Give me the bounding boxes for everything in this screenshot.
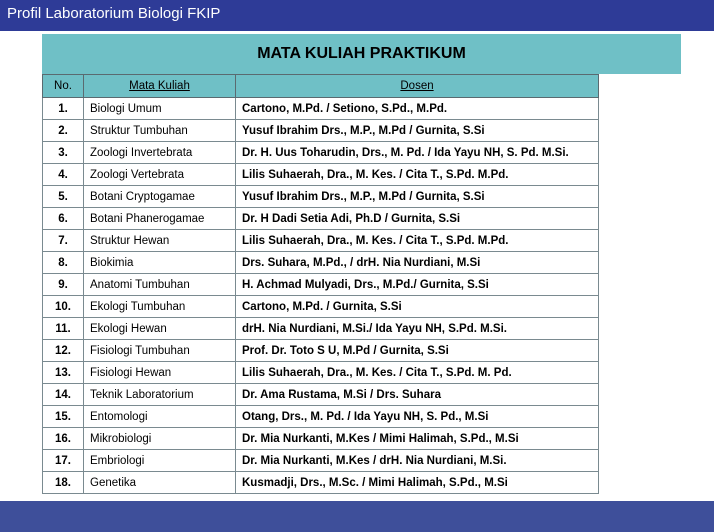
course-name: Fisiologi Hewan <box>84 362 236 384</box>
lecturer-name: drH. Nia Nurdiani, M.Si./ Ida Yayu NH, S.Pd. M.Si. <box>236 318 599 340</box>
row-number: 12. <box>43 340 84 362</box>
course-name: Biologi Umum <box>84 98 236 120</box>
lecturer-name: Drs. Suhara, M.Pd., / drH. Nia Nurdiani, M.Si <box>236 252 599 274</box>
table-row <box>43 472 599 494</box>
row-number: 11. <box>43 318 84 340</box>
course-name: Fisiologi Tumbuhan <box>84 340 236 362</box>
row-number: 13. <box>43 362 84 384</box>
row-number: 18. <box>43 472 84 494</box>
table-row <box>43 362 599 384</box>
course-name: Teknik Laboratorium <box>84 384 236 406</box>
course-name: Entomologi <box>84 406 236 428</box>
header-lecturer: Dosen <box>236 75 599 98</box>
lecturer-name: Lilis Suhaerah, Dra., M. Kes. / Cita T., S.Pd. M.Pd. <box>236 230 599 252</box>
course-name: Zoologi Invertebrata <box>84 142 236 164</box>
row-number: 1. <box>43 98 84 120</box>
lecturer-name: Dr. Mia Nurkanti, M.Kes / Mimi Halimah, S.Pd., M.Si <box>236 428 599 450</box>
window-title: Profil Laboratorium Biologi FKIP <box>7 5 221 22</box>
course-name: Botani Phanerogamae <box>84 208 236 230</box>
lecturer-name: Dr. H. Uus Toharudin, Drs., M. Pd. / Ida Yayu NH, S. Pd. M.Si. <box>236 142 599 164</box>
course-name: Mikrobiologi <box>84 428 236 450</box>
table-row <box>43 428 599 450</box>
header-course: Mata Kuliah <box>84 75 236 98</box>
row-number: 14. <box>43 384 84 406</box>
course-name: Struktur Hewan <box>84 230 236 252</box>
lecturer-name: Dr. H Dadi Setia Adi, Ph.D / Gurnita, S.Si <box>236 208 599 230</box>
course-name: Struktur Tumbuhan <box>84 120 236 142</box>
row-number: 3. <box>43 142 84 164</box>
row-number: 16. <box>43 428 84 450</box>
row-number: 4. <box>43 164 84 186</box>
lecturer-name: Cartono, M.Pd. / Gurnita, S.Si <box>236 296 599 318</box>
course-name: Genetika <box>84 472 236 494</box>
lecturer-name: Kusmadji, Drs., M.Sc. / Mimi Halimah, S.Pd., M.Si <box>236 472 599 494</box>
row-number: 7. <box>43 230 84 252</box>
course-table <box>42 74 599 494</box>
course-name: Ekologi Tumbuhan <box>84 296 236 318</box>
row-number: 15. <box>43 406 84 428</box>
table-row <box>43 384 599 406</box>
lecturer-name: Otang, Drs., M. Pd. / Ida Yayu NH, S. Pd., M.Si <box>236 406 599 428</box>
lecturer-name: Dr. Ama Rustama, M.Si / Drs. Suhara <box>236 384 599 406</box>
table-row <box>43 252 599 274</box>
table-header-row <box>43 75 599 98</box>
course-name: Biokimia <box>84 252 236 274</box>
row-number: 2. <box>43 120 84 142</box>
course-name: Ekologi Hewan <box>84 318 236 340</box>
table-row <box>43 164 599 186</box>
table-row <box>43 142 599 164</box>
lecturer-name: Yusuf Ibrahim Drs., M.P., M.Pd / Gurnita, S.Si <box>236 186 599 208</box>
footer-bar <box>0 501 714 532</box>
course-name: Anatomi Tumbuhan <box>84 274 236 296</box>
row-number: 8. <box>43 252 84 274</box>
table-title: MATA KULIAH PRAKTIKUM <box>42 34 681 74</box>
lecturer-name: Dr. Mia Nurkanti, M.Kes / drH. Nia Nurdiani, M.Si. <box>236 450 599 472</box>
row-number: 5. <box>43 186 84 208</box>
table-row <box>43 208 599 230</box>
table-body <box>43 98 599 494</box>
lecturer-name: Lilis Suhaerah, Dra., M. Kes. / Cita T., S.Pd. M. Pd. <box>236 362 599 384</box>
row-number: 9. <box>43 274 84 296</box>
lecturer-name: H. Achmad Mulyadi, Drs., M.Pd./ Gurnita, S.Si <box>236 274 599 296</box>
table-row <box>43 340 599 362</box>
lecturer-name: Yusuf Ibrahim Drs., M.P., M.Pd / Gurnita, S.Si <box>236 120 599 142</box>
table-row <box>43 274 599 296</box>
header-no: No. <box>43 75 84 98</box>
lecturer-name: Prof. Dr. Toto S U, M.Pd / Gurnita, S.Si <box>236 340 599 362</box>
row-number: 10. <box>43 296 84 318</box>
row-number: 17. <box>43 450 84 472</box>
course-name: Embriologi <box>84 450 236 472</box>
table-row <box>43 296 599 318</box>
course-name: Botani Cryptogamae <box>84 186 236 208</box>
lecturer-name: Cartono, M.Pd. / Setiono, S.Pd., M.Pd. <box>236 98 599 120</box>
table-row <box>43 186 599 208</box>
table-row <box>43 406 599 428</box>
course-name: Zoologi Vertebrata <box>84 164 236 186</box>
table-row <box>43 318 599 340</box>
table-row <box>43 230 599 252</box>
table-row <box>43 120 599 142</box>
row-number: 6. <box>43 208 84 230</box>
table-row <box>43 450 599 472</box>
lecturer-name: Lilis Suhaerah, Dra., M. Kes. / Cita T., S.Pd. M.Pd. <box>236 164 599 186</box>
table-row <box>43 98 599 120</box>
window-title-bar <box>0 0 714 31</box>
